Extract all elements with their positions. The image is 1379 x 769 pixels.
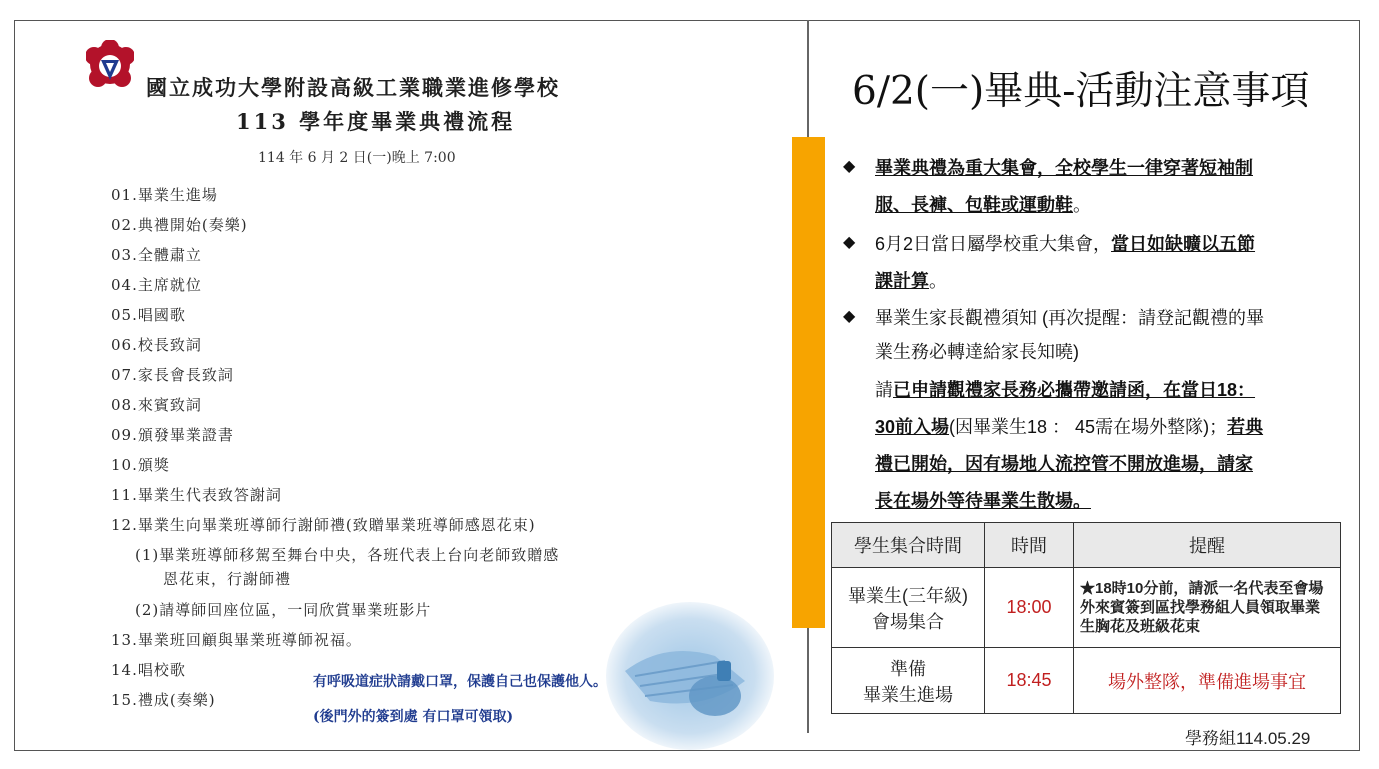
program-item: 12.畢業生向畢業班導師行謝師禮(致贈畢業班導師感恩花束)	[111, 516, 536, 534]
column-header: 時間	[985, 523, 1074, 568]
mask-pickup-notice: (後門外的簽到處 有口罩可領取)	[313, 709, 514, 725]
reminder-cell: 場外整隊，準備進場事宜	[1074, 648, 1341, 714]
time-cell: 18:00	[985, 568, 1074, 648]
bullet-icon: ◆	[843, 158, 856, 175]
mask-notice: 有呼吸道症狀請戴口罩，保護自己也保護他人。	[313, 674, 607, 690]
program-item: 09.頒發畢業證書	[111, 426, 234, 444]
school-name: 國立成功大學附設高級工業職業進修學校	[146, 75, 560, 100]
bullet-icon: ◆	[843, 308, 856, 325]
note-line: 畢業生家長觀禮須知 (再次提醒：請登記觀禮的畢	[875, 308, 1264, 328]
program-item: 15.禮成(奏樂)	[111, 691, 216, 709]
program-item: 13.畢業班回顧與畢業班導師祝福。	[111, 631, 362, 649]
note-line: 業生務必轉達給家長知曉)	[875, 342, 1079, 362]
program-item: 02.典禮開始(奏樂)	[111, 216, 248, 234]
program-subitem: 恩花束，行謝師禮	[163, 570, 292, 588]
note-line: 禮已開始，因有場地人流控管不開放進場，請家	[875, 454, 1253, 474]
program-item: 01.畢業生進場	[111, 186, 218, 204]
program-item: 08.來賓致詞	[111, 396, 202, 414]
program-item: 06.校長致詞	[111, 336, 202, 354]
table-row	[832, 648, 1341, 714]
note-line: 畢業典禮為重大集會，全校學生一律穿著短袖制	[875, 158, 1253, 178]
program-item: 14.唱校歌	[111, 661, 186, 679]
note-line: 課計算。	[875, 271, 947, 291]
notes-title: 6/2(一)畢典-活動注意事項	[852, 69, 1310, 114]
bullet-icon: ◆	[843, 234, 856, 251]
assembly-schedule-table	[831, 522, 1341, 714]
note-line: 30前入場(因畢業生18 ： 45需在場外整隊)；若典	[875, 417, 1264, 437]
program-item: 04.主席就位	[111, 276, 202, 294]
program-item: 03.全體肅立	[111, 246, 202, 264]
reminder-cell: ★18時10分前，請派一名代表至會場外來賓簽到區找學務組人員領取畢業生胸花及班級花束	[1074, 568, 1341, 648]
school-emblem-icon	[86, 40, 134, 98]
column-header: 學生集合時間	[832, 523, 985, 568]
note-line: 6月2日當日屬學校重大集會，當日如缺曠以五節	[875, 234, 1256, 254]
note-line: 服、長褲、包鞋或運動鞋。	[875, 195, 1091, 215]
face-mask-image	[605, 601, 775, 751]
column-header: 提醒	[1074, 523, 1341, 568]
ceremony-title: 113 學年度畢業典禮流程	[236, 109, 516, 134]
group-cell: 準備 畢業生進場	[832, 648, 985, 714]
accent-bar	[792, 137, 825, 628]
program-item: 05.唱國歌	[111, 306, 186, 324]
table-header-row	[832, 523, 1341, 568]
time-cell: 18:45	[985, 648, 1074, 714]
ceremony-datetime: 114 年 6 月 2 日(一)晚上 7:00	[258, 150, 456, 166]
program-item: 11.畢業生代表致答謝詞	[111, 486, 282, 504]
program-item: 10.頒獎	[111, 456, 170, 474]
footer-date: 學務組114.05.29	[1185, 729, 1311, 748]
note-line: 請已申請觀禮家長務必攜帶邀請函，在當日18：	[875, 380, 1256, 400]
table-row	[832, 568, 1341, 648]
program-item: 07.家長會長致詞	[111, 366, 234, 384]
note-line: 長在場外等待畢業生散場。	[875, 491, 1091, 511]
group-cell: 畢業生(三年級) 會場集合	[832, 568, 985, 648]
program-subitem: (1)畢業班導師移駕至舞台中央，各班代表上台向老師致贈感	[135, 546, 560, 564]
program-subitem: (2)請導師回座位區，一同欣賞畢業班影片	[135, 601, 432, 619]
